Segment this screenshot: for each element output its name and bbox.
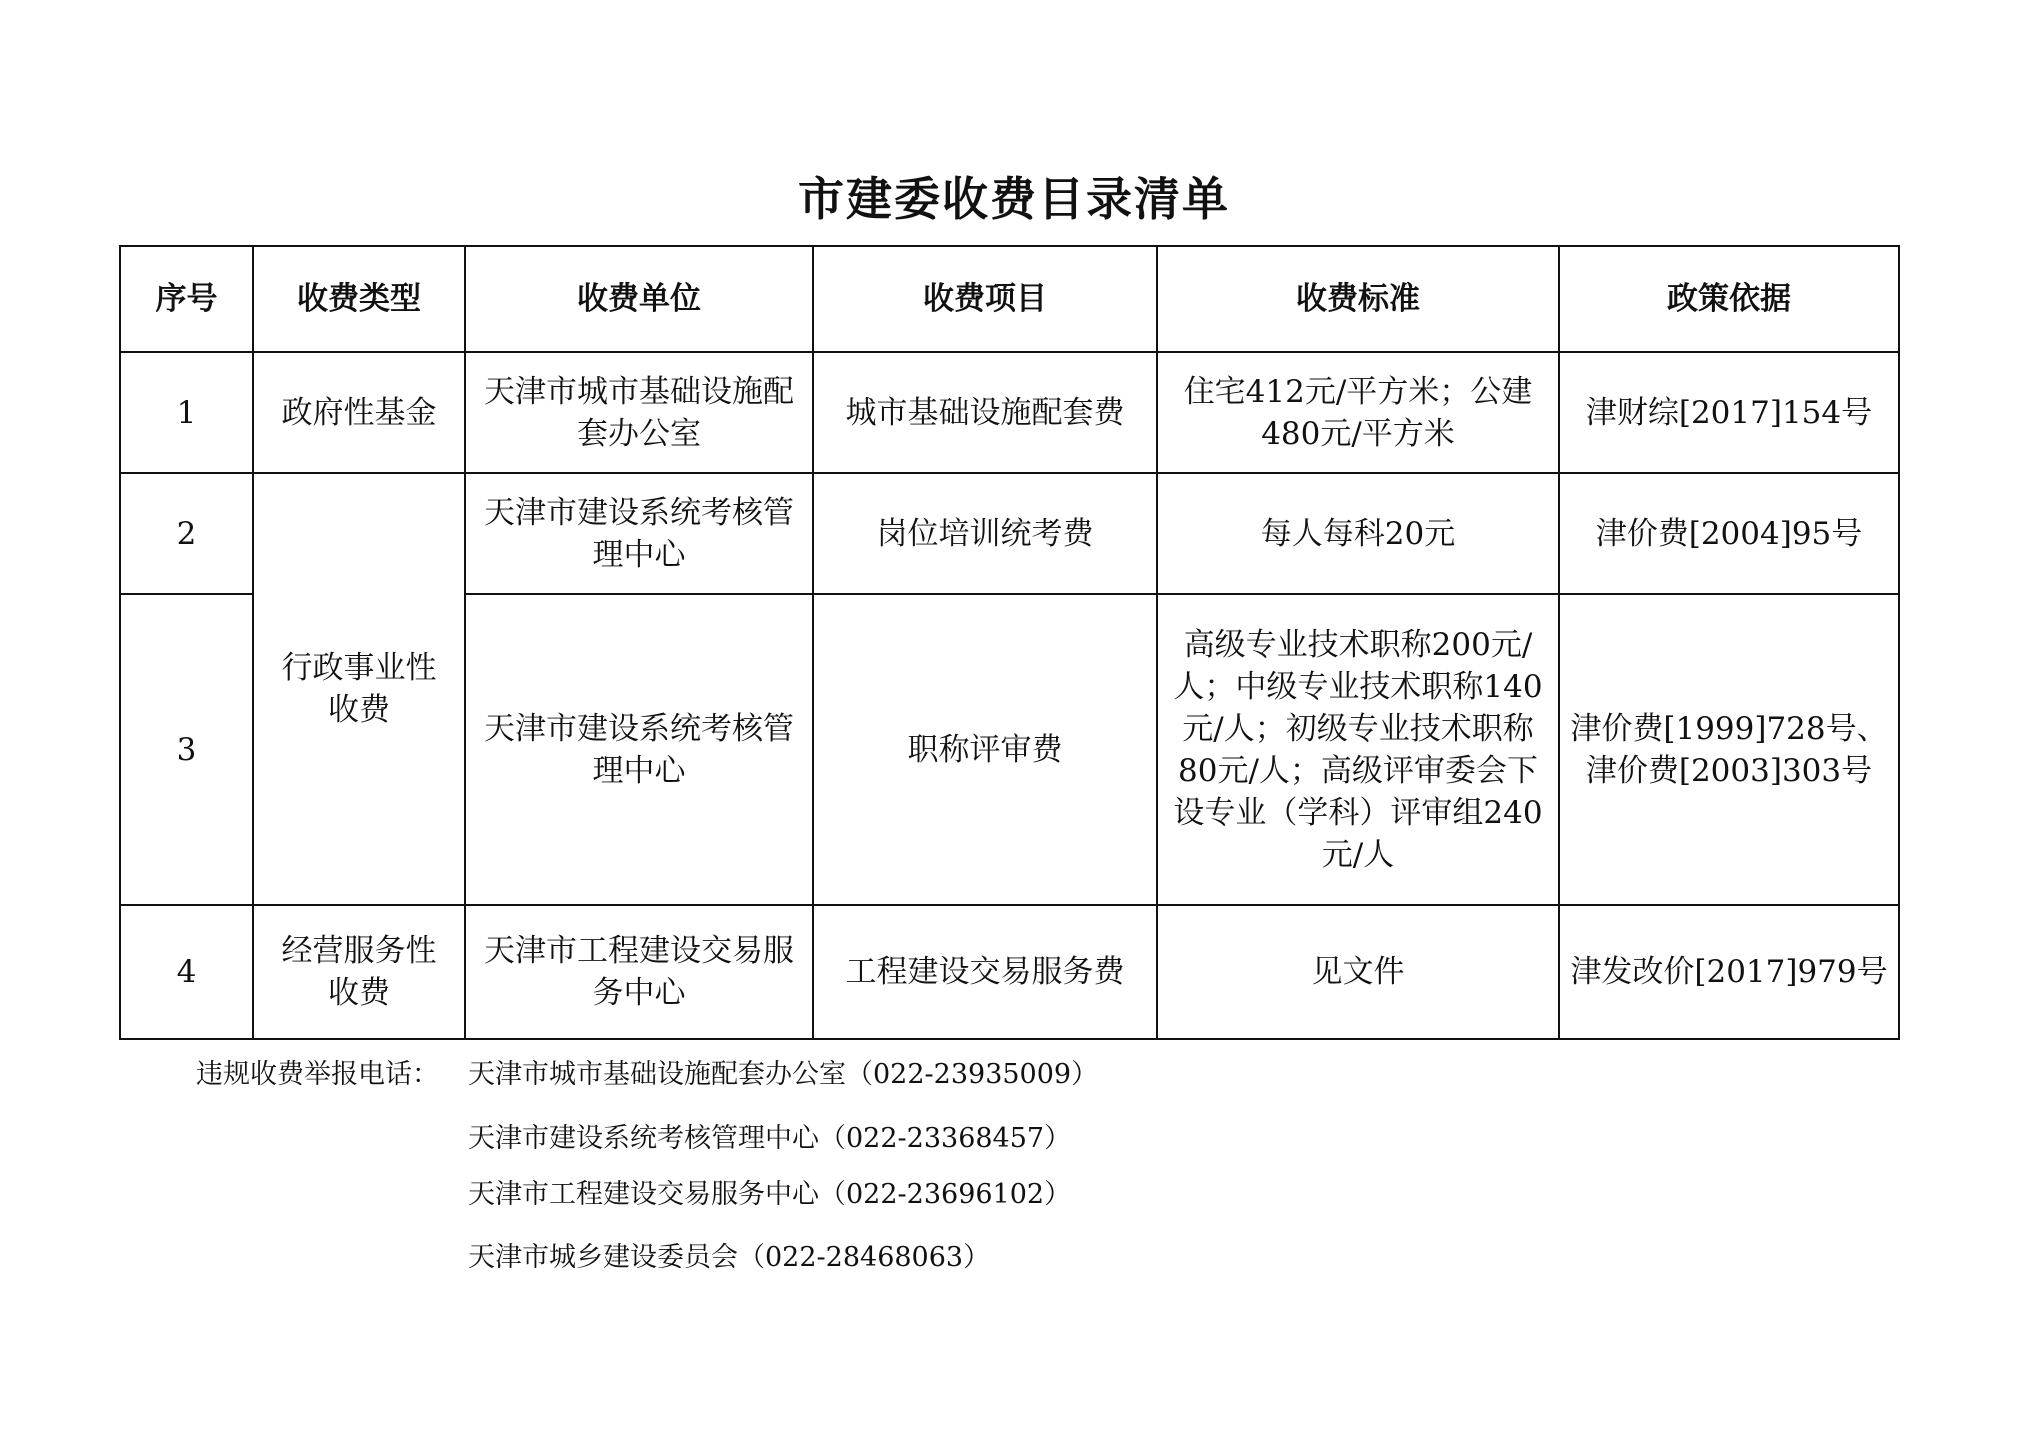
cell-standard: 高级专业技术职称200元/人；中级专业技术职称140元/人；初级专业技术职称80元/人；高级评审委会下设专业（学科）评审组240元/人 bbox=[1157, 594, 1559, 905]
hotline-trading-center: 天津市工程建设交易服务中心（022-23696102） bbox=[468, 1179, 1072, 1210]
cell-unit: 天津市建设系统考核管理中心 bbox=[465, 473, 813, 594]
page-title: 市建委收费目录清单 bbox=[798, 172, 1230, 226]
hotline-construction-committee: 天津市城乡建设委员会（022-28468063） bbox=[468, 1242, 991, 1273]
header-no: 序号 bbox=[120, 246, 253, 352]
cell-type: 政府性基金 bbox=[253, 352, 465, 473]
table-row bbox=[120, 905, 1899, 1039]
cell-item: 工程建设交易服务费 bbox=[813, 905, 1157, 1039]
table-header-row bbox=[120, 246, 1899, 352]
cell-basis: 津发改价[2017]979号 bbox=[1559, 905, 1899, 1039]
header-unit: 收费单位 bbox=[465, 246, 813, 352]
cell-item: 城市基础设施配套费 bbox=[813, 352, 1157, 473]
cell-no: 2 bbox=[120, 473, 253, 594]
cell-standard: 住宅412元/平方米；公建480元/平方米 bbox=[1157, 352, 1559, 473]
cell-item: 岗位培训统考费 bbox=[813, 473, 1157, 594]
cell-basis: 津财综[2017]154号 bbox=[1559, 352, 1899, 473]
header-item: 收费项目 bbox=[813, 246, 1157, 352]
cell-unit: 天津市工程建设交易服务中心 bbox=[465, 905, 813, 1039]
cell-type: 经营服务性收费 bbox=[253, 905, 465, 1039]
cell-no: 3 bbox=[120, 594, 253, 905]
cell-item: 职称评审费 bbox=[813, 594, 1157, 905]
table-row bbox=[120, 352, 1899, 473]
cell-type: 行政事业性收费 bbox=[253, 473, 465, 905]
report-label: 违规收费举报电话： bbox=[196, 1059, 439, 1090]
header-standard: 收费标准 bbox=[1157, 246, 1559, 352]
cell-unit: 天津市建设系统考核管理中心 bbox=[465, 594, 813, 905]
cell-basis: 津价费[1999]728号、津价费[2003]303号 bbox=[1559, 594, 1899, 905]
cell-basis: 津价费[2004]95号 bbox=[1559, 473, 1899, 594]
hotline-infrastructure-office: 天津市城市基础设施配套办公室（022-23935009） bbox=[468, 1059, 1099, 1090]
cell-standard: 每人每科20元 bbox=[1157, 473, 1559, 594]
fee-table bbox=[119, 245, 1900, 1040]
hotline-assessment-center: 天津市建设系统考核管理中心（022-23368457） bbox=[468, 1123, 1072, 1154]
cell-unit: 天津市城市基础设施配套办公室 bbox=[465, 352, 813, 473]
header-basis: 政策依据 bbox=[1559, 246, 1899, 352]
cell-no: 1 bbox=[120, 352, 253, 473]
cell-standard: 见文件 bbox=[1157, 905, 1559, 1039]
header-type: 收费类型 bbox=[253, 246, 465, 352]
cell-no: 4 bbox=[120, 905, 253, 1039]
table-row bbox=[120, 473, 1899, 594]
